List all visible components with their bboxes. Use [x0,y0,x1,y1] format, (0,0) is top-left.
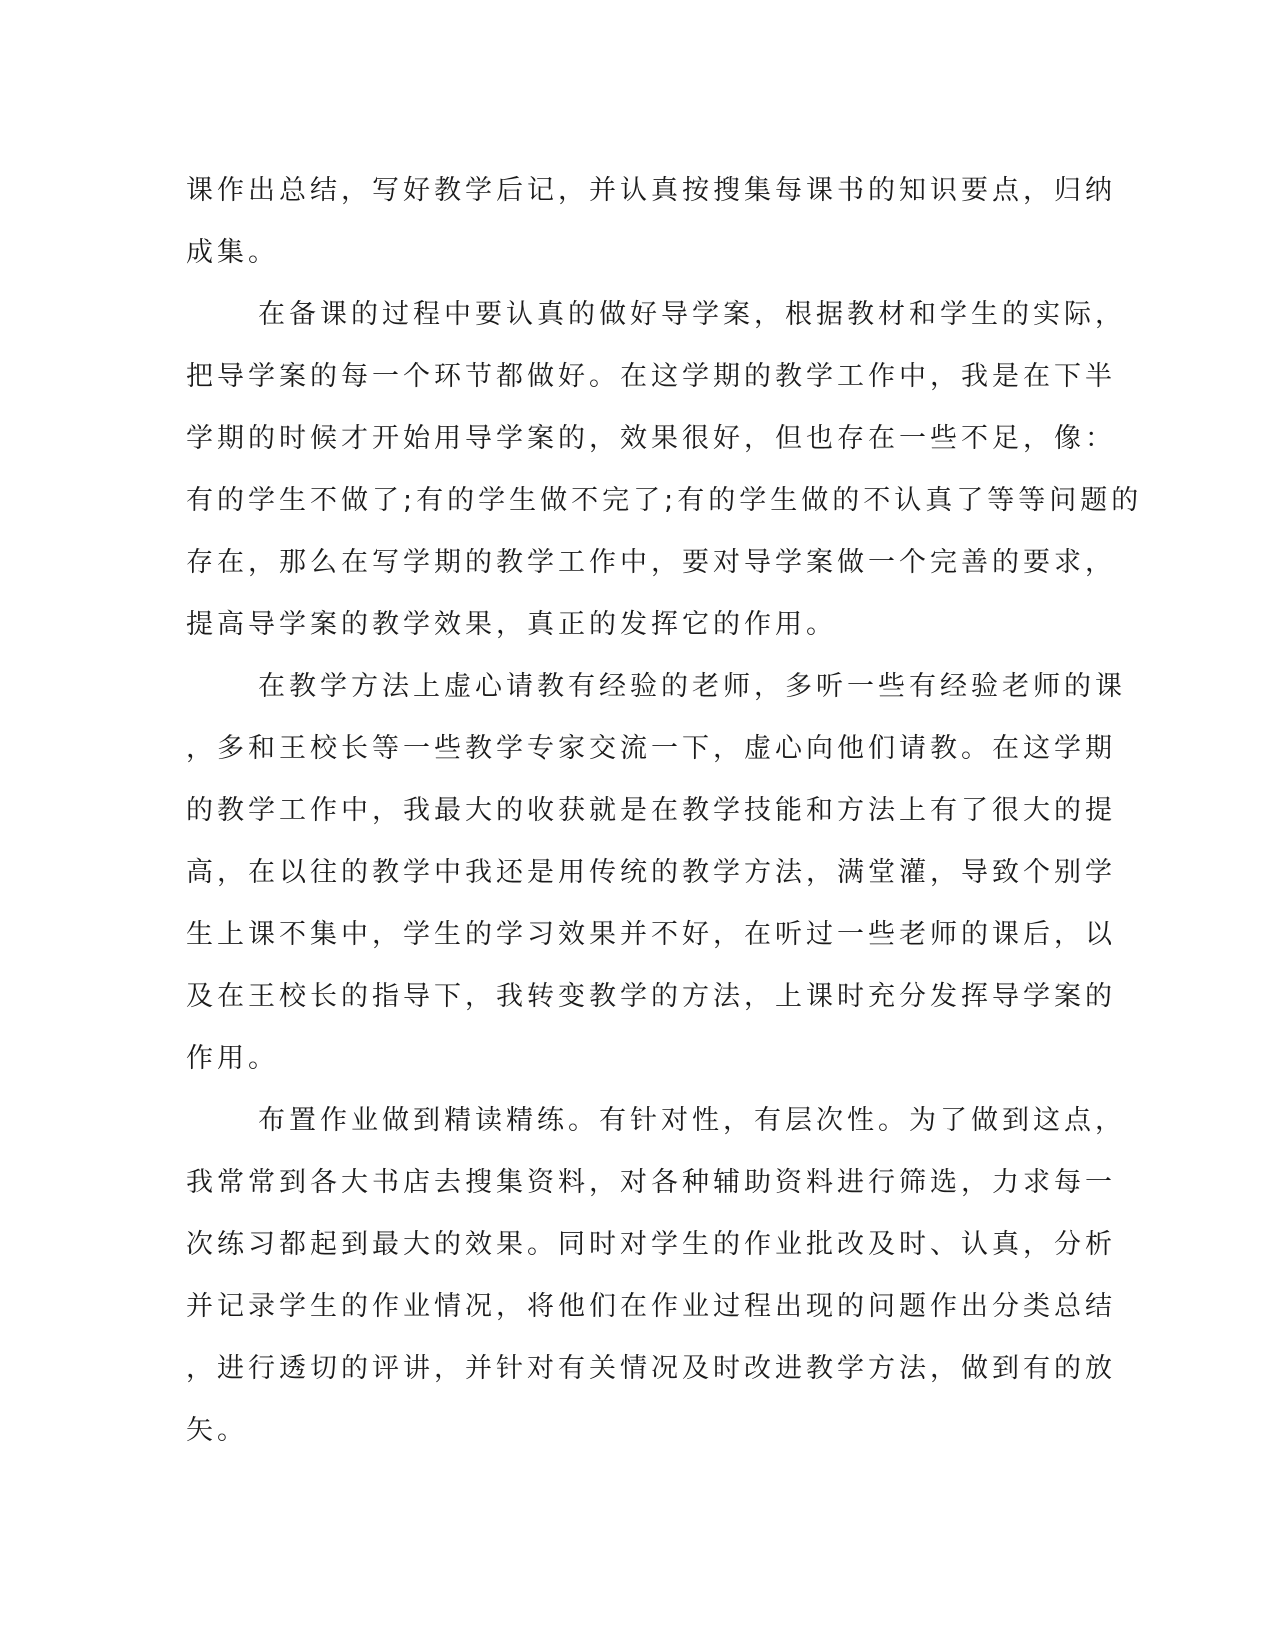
text-line: ，进行透切的评讲，并针对有关情况及时改进教学方法，做到有的放 [186,1353,1116,1384]
text-line: 把导学案的每一个环节都做好。在这学期的教学工作中，我是在下半 [186,361,1116,392]
text-line: 在备课的过程中要认真的做好导学案，根据教材和学生的实际， [258,299,1126,330]
text-line: 在教学方法上虚心请教有经验的老师，多听一些有经验老师的课 [258,671,1126,702]
paragraph [186,1090,1126,1462]
text-line: 矢。 [186,1415,248,1446]
text-line: 并记录学生的作业情况，将他们在作业过程出现的问题作出分类总结 [186,1291,1116,1322]
text-line: 及在王校长的指导下，我转变教学的方法，上课时充分发挥导学案的 [186,981,1116,1012]
document-body [186,160,1143,1462]
text-line: 存在，那么在写学期的教学工作中，要对导学案做一个完善的要求， [186,547,1116,578]
text-line: 成集。 [186,237,279,268]
text-line: 生上课不集中，学生的学习效果并不好，在听过一些老师的课后，以 [186,919,1116,950]
text-line: 课作出总结，写好教学后记，并认真按搜集每课书的知识要点，归纳 [186,175,1116,206]
paragraph [186,284,1143,656]
text-line: 次练习都起到最大的效果。同时对学生的作业批改及时、认真，分析 [186,1229,1116,1260]
text-line: 作用。 [186,1043,279,1074]
text-line: 的教学工作中，我最大的收获就是在教学技能和方法上有了很大的提 [186,795,1116,826]
paragraph [186,656,1126,1090]
text-line: 布置作业做到精读精练。有针对性，有层次性。为了做到这点， [258,1105,1126,1136]
paragraph [186,160,1116,284]
text-line: ，多和王校长等一些教学专家交流一下，虚心向他们请教。在这学期 [186,733,1116,764]
text-line: 我常常到各大书店去搜集资料，对各种辅助资料进行筛选，力求每一 [186,1167,1116,1198]
text-line: 有的学生不做了;有的学生做不完了;有的学生做的不认真了等等问题的 [186,485,1143,516]
text-line: 高，在以往的教学中我还是用传统的教学方法，满堂灌，导致个别学 [186,857,1116,888]
text-line: 学期的时候才开始用导学案的，效果很好，但也存在一些不足，像： [186,423,1116,454]
text-line: 提高导学案的教学效果，真正的发挥它的作用。 [186,609,837,640]
